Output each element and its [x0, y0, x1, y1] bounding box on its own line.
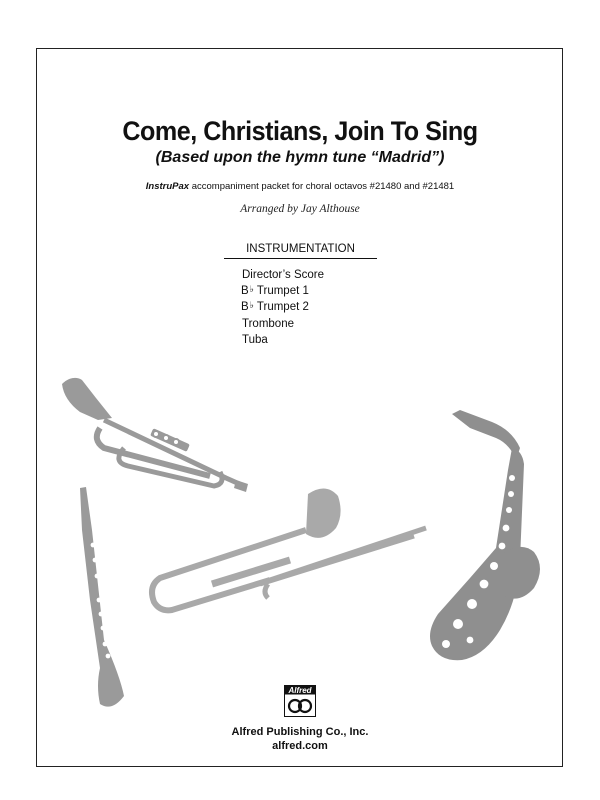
list-item: Director’s Score — [242, 269, 325, 281]
list-item: Trombone — [242, 317, 294, 330]
page-title: Come, Christians, Join To Sing — [122, 116, 478, 146]
subtitle: (Based upon the hymn tune “Madrid”) — [155, 149, 445, 166]
packet-brand: InstruPax — [145, 181, 190, 192]
list-item: B♭ Trumpet 1 — [241, 284, 309, 298]
clarinet-icon — [80, 487, 124, 707]
saxophone-icon — [430, 410, 540, 660]
list-item: B♭ Trumpet 2 — [241, 300, 309, 314]
svg-text:Alfred: Alfred — [288, 686, 312, 695]
arranger-credit: Arranged by Jay Althouse — [240, 203, 360, 215]
trombone-icon — [152, 488, 426, 610]
publisher-logo — [284, 685, 316, 717]
trumpet-icon — [62, 378, 248, 492]
instrumentation-heading: INSTRUMENTATION — [224, 243, 377, 259]
packet-text: accompaniment packet for choral octavos #21480 and #21481 — [189, 181, 455, 192]
list-item: Tuba — [242, 333, 268, 346]
publisher-name: Alfred Publishing Co., Inc. — [231, 726, 369, 738]
publisher-website: alfred.com — [272, 740, 328, 752]
